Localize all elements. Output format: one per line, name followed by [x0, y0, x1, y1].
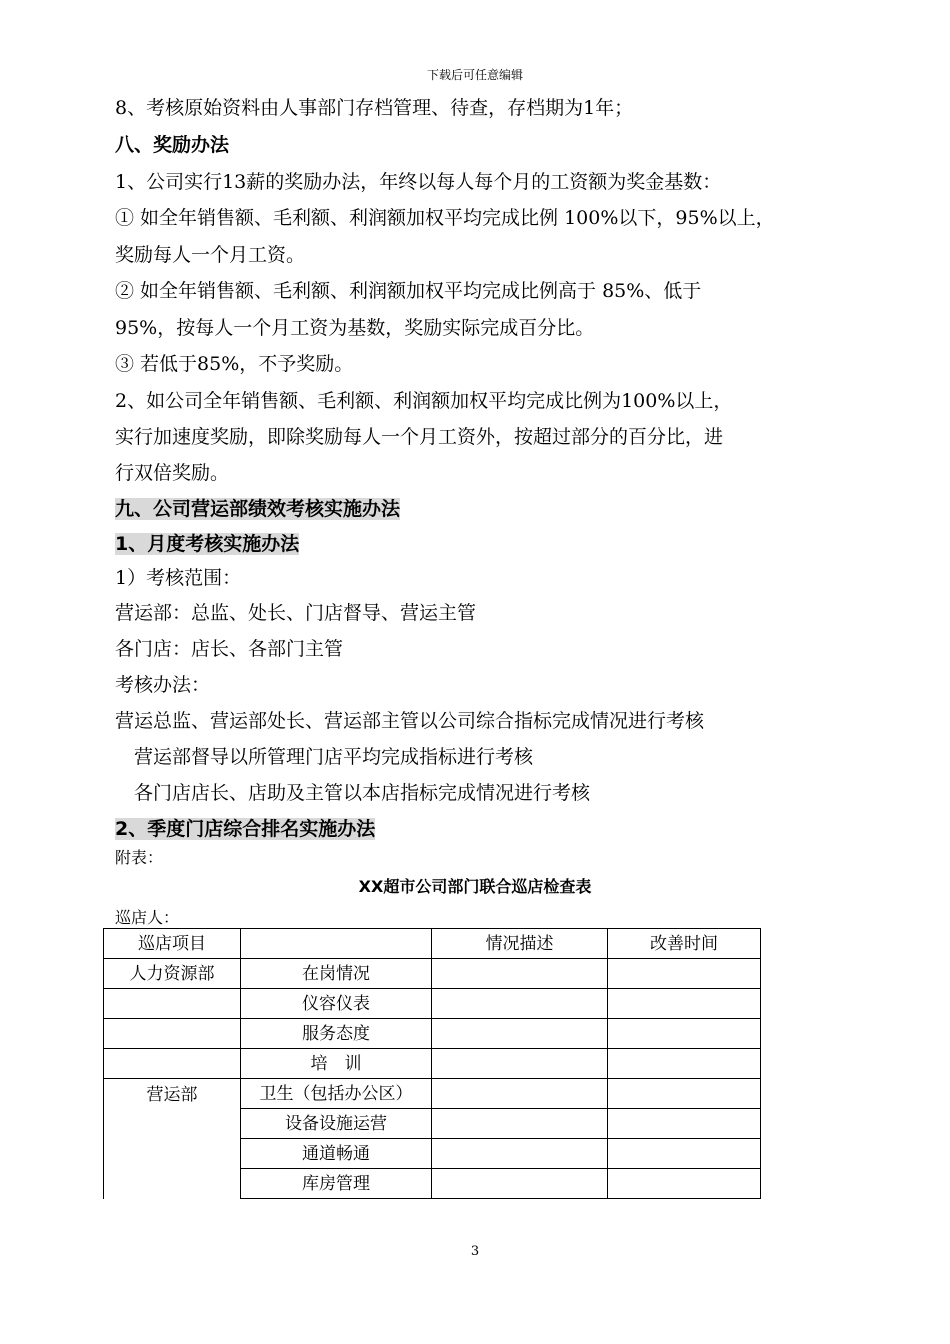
table-cell — [432, 1169, 608, 1199]
table-header-row — [104, 929, 761, 959]
table-cell: 在岗情况 — [241, 959, 432, 989]
method-supervisor: 营运部督导以所管理门店平均完成指标进行考核 — [115, 746, 534, 768]
method-director: 营运总监、营运部处长、营运部主管以公司综合指标完成情况进行考核 — [115, 710, 705, 732]
reward-rule-2-line-1: 2、如公司全年销售额、毛利额、利润额加权平均完成比例为100%以上， — [115, 390, 733, 412]
table-cell — [608, 959, 761, 989]
reward-case-1-line-2: 奖励每人一个月工资。 — [115, 244, 306, 266]
table-cell — [608, 989, 761, 1019]
table-cell: 仪容仪表 — [241, 989, 432, 1019]
table-cell — [432, 989, 608, 1019]
reward-case-2-line-2: 95%，按每人一个月工资为基数，奖励实际完成百分比。 — [115, 317, 595, 339]
scope-operations: 营运部：总监、处长、门店督导、营运主管 — [115, 602, 477, 624]
table-cell — [104, 1019, 241, 1049]
reward-case-3: ③ 若低于85%，不予奖励。 — [115, 353, 354, 375]
reward-rule-2-line-2: 实行加速度奖励，即除奖励每人一个月工资外，按超过部分的百分比，进 — [115, 426, 724, 448]
table-cell — [608, 1169, 761, 1199]
clause-8-archive: 8、考核原始资料由人事部门存档管理、待查，存档期为1年； — [115, 97, 634, 119]
table-row — [104, 1019, 761, 1049]
table-cell — [104, 989, 241, 1019]
table-row — [104, 989, 761, 1019]
header-cell: 巡店项目 — [104, 929, 241, 959]
inspector-label: 巡店人： — [115, 908, 180, 927]
table-cell: 设备设施运营 — [241, 1109, 432, 1139]
table-cell — [608, 1139, 761, 1169]
table-cell — [432, 1139, 608, 1169]
inspection-table — [103, 928, 761, 1199]
header-cell: 情况描述 — [432, 929, 608, 959]
table-row — [104, 1079, 761, 1109]
table-cell — [104, 1049, 241, 1079]
table-cell: 卫生（包括办公区） — [241, 1079, 432, 1109]
header-cell — [241, 929, 432, 959]
subheading-monthly: 1、月度考核实施办法 — [115, 533, 300, 555]
table-cell: 人力资源部 — [104, 959, 241, 989]
scope-label: 1）考核范围： — [115, 567, 242, 589]
reward-rule-2-line-3: 行双倍奖励。 — [115, 462, 230, 484]
scope-stores: 各门店：店长、各部门主管 — [115, 638, 344, 660]
table-cell — [608, 1049, 761, 1079]
table-cell — [608, 1109, 761, 1139]
table-cell — [432, 959, 608, 989]
section-heading-operations: 九、公司营运部绩效考核实施办法 — [115, 498, 401, 520]
header-note: 下载后可任意编辑 — [426, 68, 523, 82]
table-cell — [432, 1019, 608, 1049]
table-cell — [432, 1109, 608, 1139]
table-cell: 服务态度 — [241, 1019, 432, 1049]
reward-rule-1: 1、公司实行13薪的奖励办法，年终以每人每个月的工资额为奖金基数： — [115, 171, 722, 193]
table-cell: 库房管理 — [241, 1169, 432, 1199]
appendix-label: 附表： — [115, 848, 164, 867]
table-cell — [608, 1019, 761, 1049]
table-cell — [432, 1079, 608, 1109]
method-label: 考核办法： — [115, 674, 211, 696]
table-cell — [432, 1049, 608, 1079]
header-cell: 改善时间 — [608, 929, 761, 959]
page-number: 3 — [470, 1244, 480, 1259]
table-row — [104, 1049, 761, 1079]
reward-case-2-line-1: ② 如全年销售额、毛利额、利润额加权平均完成比例高于 85%、低于 — [115, 280, 702, 302]
section-heading-rewards: 八、奖励办法 — [115, 134, 230, 156]
table-cell: 通道畅通 — [241, 1139, 432, 1169]
table-cell: 营运部 — [104, 1079, 241, 1199]
table-cell: 培 训 — [241, 1049, 432, 1079]
method-store-manager: 各门店店长、店助及主管以本店指标完成情况进行考核 — [115, 782, 591, 804]
subheading-quarterly: 2、季度门店综合排名实施办法 — [115, 818, 376, 840]
table-title: XX超市公司部门联合巡店检查表 — [358, 877, 592, 896]
table-row — [104, 959, 761, 989]
table-cell — [608, 1079, 761, 1109]
reward-case-1-line-1: ① 如全年销售额、毛利额、利润额加权平均完成比例 100%以下，95%以上， — [115, 207, 775, 229]
